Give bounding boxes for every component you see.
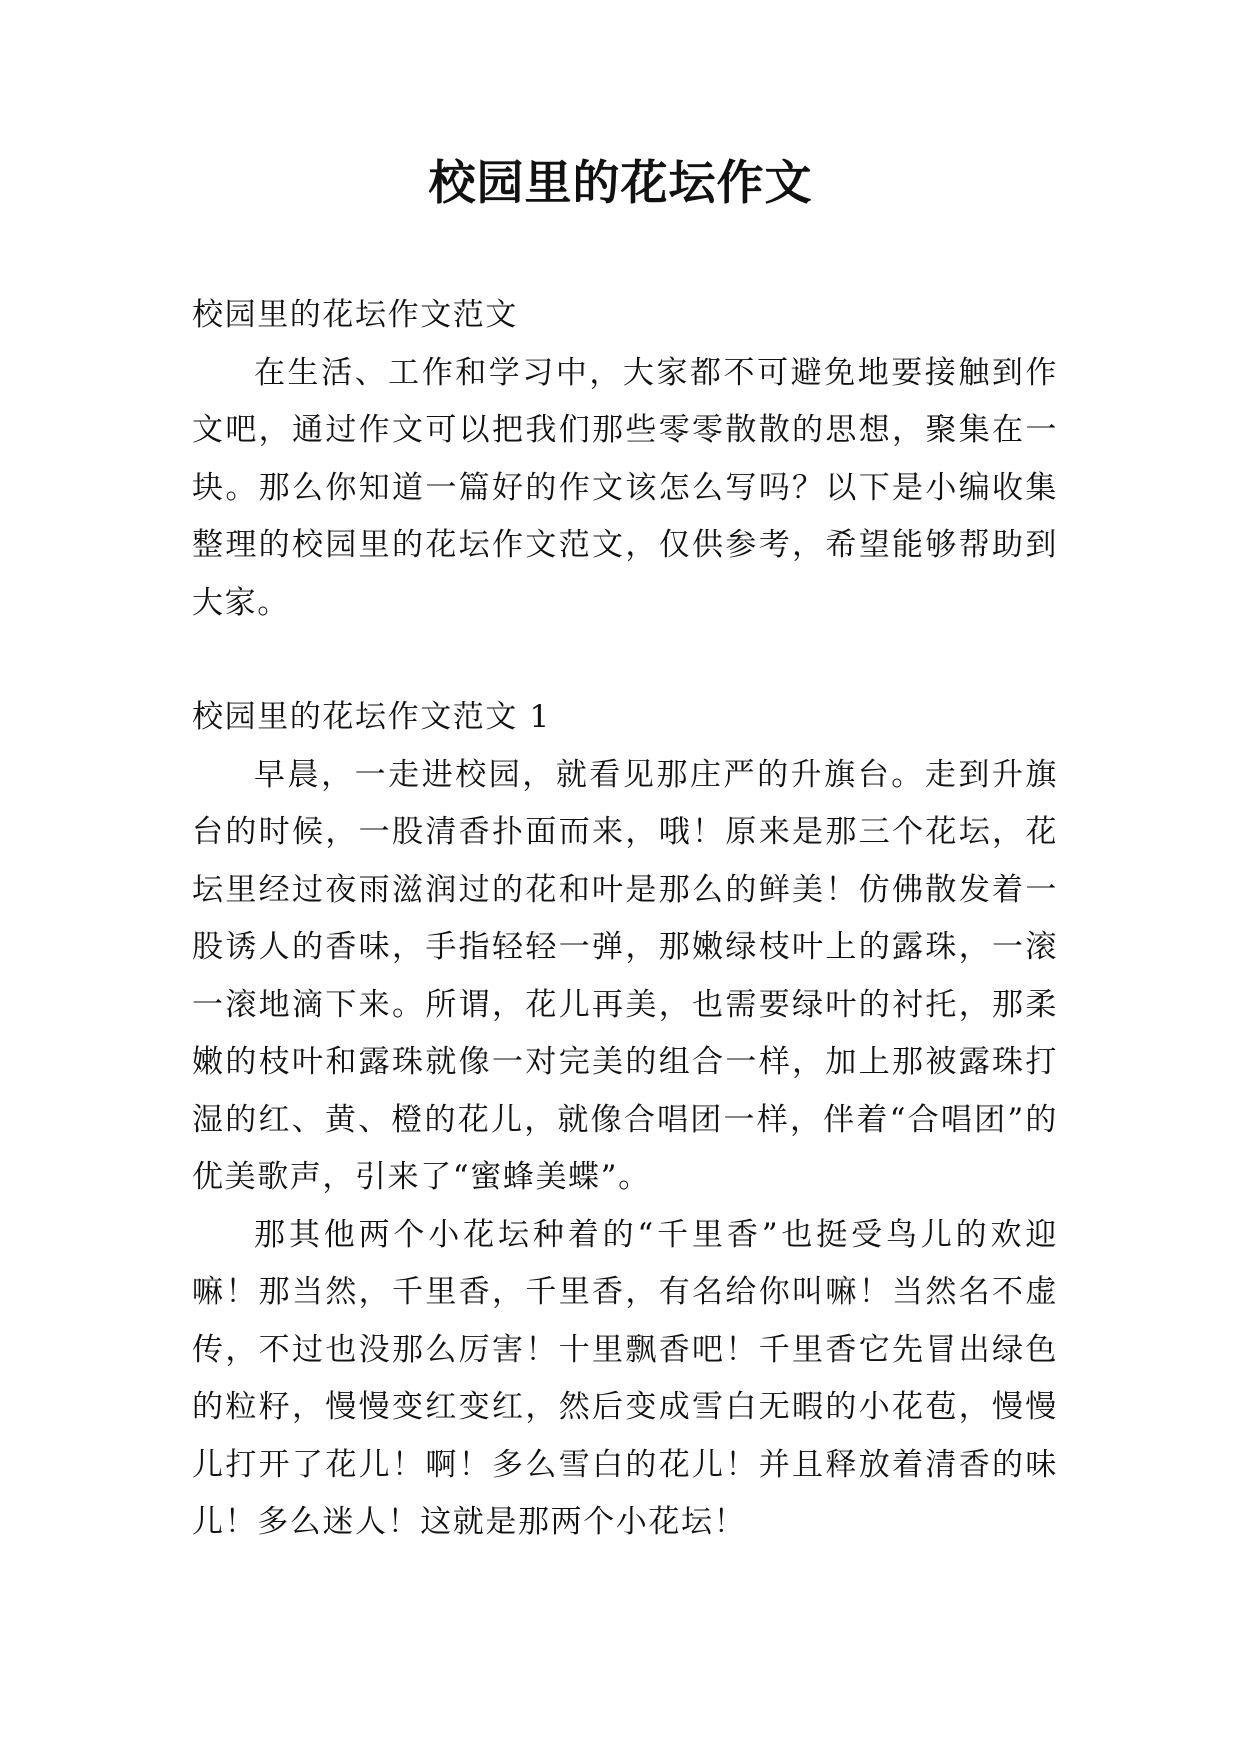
document-body: [192, 287, 1058, 1552]
page-title: 校园里的花坛作文: [428, 156, 813, 211]
section-heading: 校园里的花坛作文范文 1: [192, 699, 551, 735]
intro-paragraph: 在生活、工作和学习中，大家都不可避免地要接触到作文吧，通过作文可以把我们那些零零散散的思想，聚集在一块。那么你知道一篇好的作文该怎么写吗？以下是小编收集整理的校园里的花坛作文范文，仅供参考，希望能够帮助到大家。: [192, 354, 1058, 621]
section-heading: 校园里的花坛作文范文: [192, 297, 518, 333]
body-paragraph: 那其他两个小花坛种着的“千里香”也挺受鸟儿的欢迎嘛！那当然，千里香，千里香，有名给你叫嘛！当然名不虚传，不过也没那么厉害！十里飘香吧！千里香它先冒出绿色的粒籽，慢慢变红变红，然后变成雪白无暇的小花苞，慢慢儿打开了花儿！啊！多么雪白的花儿！并且释放着清香的味儿！多么迷人！这就是那两个小花坛！: [192, 1216, 1058, 1540]
section-spacer: [192, 632, 1058, 689]
body-paragraph: 早晨，一走进校园，就看见那庄严的升旗台。走到升旗台的时候，一股清香扑面而来，哦！原来是那三个花坛，花坛里经过夜雨滋润过的花和叶是那么的鲜美！仿佛散发着一股诱人的香味，手指轻轻一弹，那嫩绿枝叶上的露珠，一滚一滚地滴下来。所谓，花儿再美，也需要绿叶的衬托，那柔嫩的枝叶和露珠就像一对完美的组合一样，加上那被露珠打湿的红、黄、橙的花儿，就像合唱团一样，伴着“合唱团”的优美歌声，引来了“蜜蜂美蝶”。: [192, 756, 1058, 1195]
